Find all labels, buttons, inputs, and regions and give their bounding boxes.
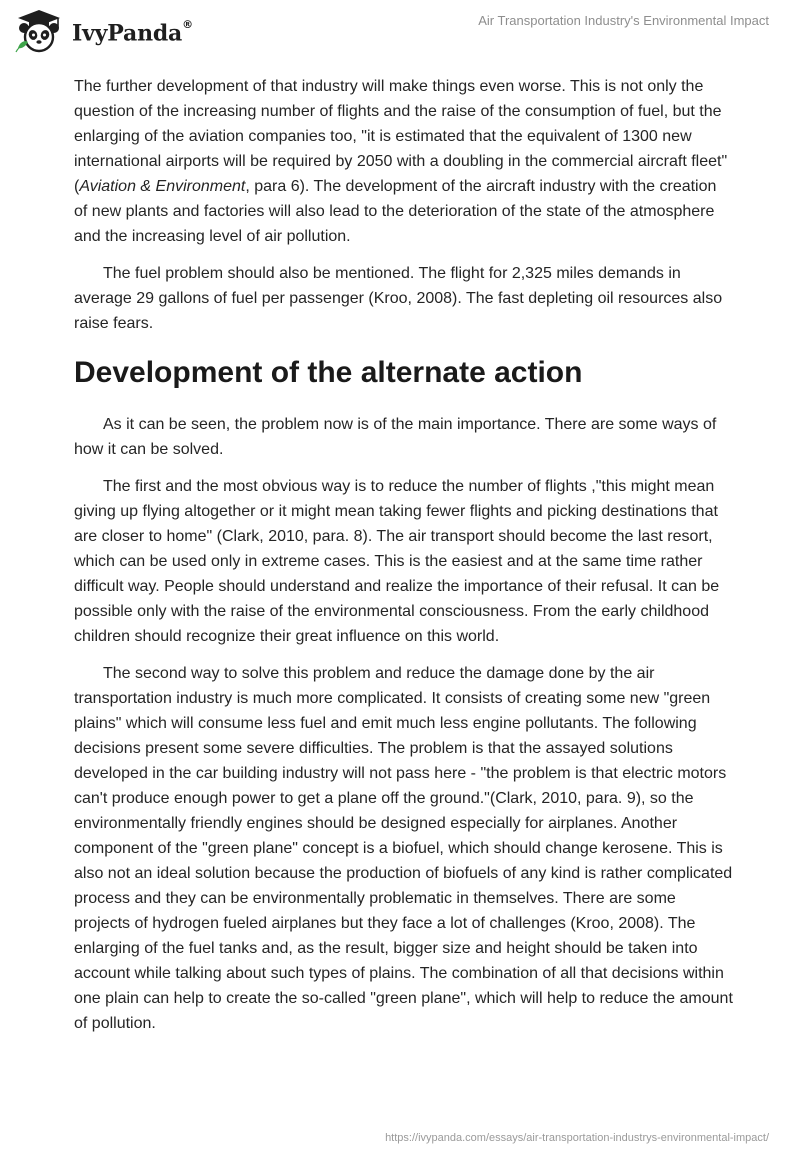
paragraph-2: The fuel problem should also be mentioned. The flight for 2,325 miles demands in average 29 gallons of fuel per passenger (Kroo, 2008). The fast depleting oil resources also raise fears.: [74, 265, 723, 332]
page-header: [0, 0, 800, 64]
brand-name: IvyPanda®: [72, 17, 193, 47]
section-heading: Development of the alternate action: [74, 356, 583, 389]
essay-content: [74, 74, 734, 1048]
document-title: Air Transportation Industry's Environmental Impact: [478, 13, 769, 28]
citation-source: Aviation & Environment: [79, 178, 246, 195]
panda-graduate-icon: [14, 8, 64, 54]
paragraph-1: The further development of that industry will make things even worse. This is not only the question of the increasing number of flights and the raise of the consumption of fuel, but the enlarging of the aviation companies too, "it is estimated that the equivalent of 1300 new international airports will be required by 2050 with a doubling in the commercial aircraft fleet" (Aviation & Environment, para 6). The development of the aircraft industry with the creation of new plants and factories will also lead to the deterioration of the state of the atmosphere and the increasing level of air pollution.: [74, 78, 728, 245]
source-url[interactable]: https://ivypanda.com/essays/air-transportation-industrys-environmental-impact/: [385, 1132, 769, 1144]
brand-logo[interactable]: [14, 8, 193, 54]
paragraph-5: The second way to solve this problem and reduce the damage done by the air transportation industry is much more complicated. It consists of creating some new "green plains" which will consume less fuel and emit much less engine pollutants. The following decisions present some severe difficulties. The problem is that the assayed solutions developed in the car building industry will not pass here - "the problem is that electric motors can't produce enough power to get a plane off the ground."(Clark, 2010, para. 9), so the environmentally friendly engines should be designed especially for airplanes. Another component of the "green plane" concept is a biofuel, which should change kerosene. This is also not an ideal solution because the production of biofuels of any kind is rather complicated process and they can be environmentally problematic in themselves. There are some projects of hydrogen fueled airplanes but they face a lot of challenges (Kroo, 2008). The enlarging of the fuel tanks and, as the result, bigger size and height should be taken into account while talking about such types of plains. The combination of all that decisions within one plain can help to create the so-called "green plane", which will help to reduce the amount of pollution.: [74, 665, 733, 1032]
paragraph-3: As it can be seen, the problem now is of the main importance. There are some ways of how it can be solved.: [74, 416, 717, 458]
paragraph-4: The first and the most obvious way is to reduce the number of flights ,"this might mean giving up flying altogether or it might mean taking fewer flights and picking destinations that are closer to home" (Clark, 2010, para. 8). The air transport should become the last resort, which can be used only in extreme cases. This is the easiest and at the same time rather difficult way. People should understand and realize the importance of their refusal. It can be possible only with the raise of the environmental consciousness. From the early childhood children should recognize their great influence on this world.: [74, 478, 720, 645]
